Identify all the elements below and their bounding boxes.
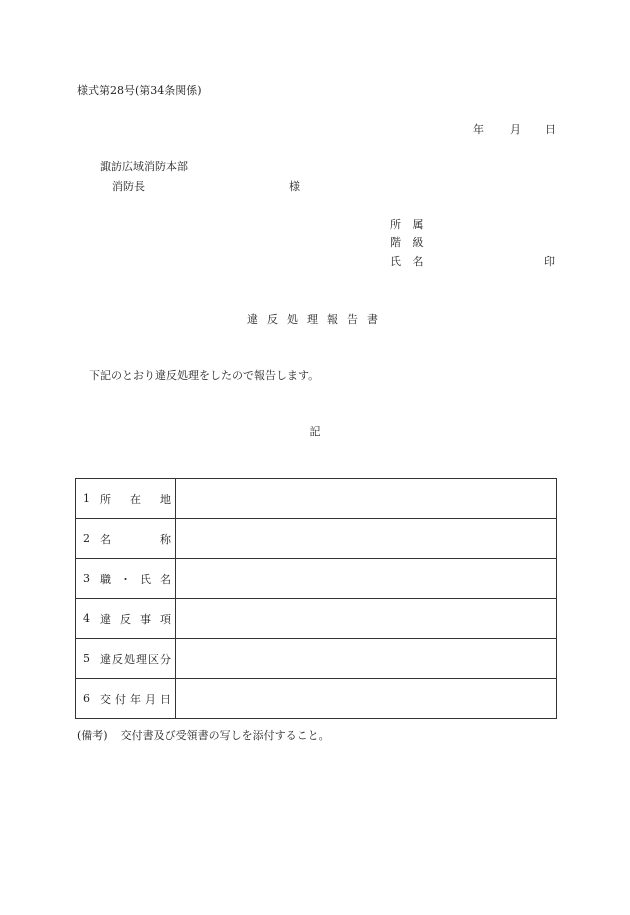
addressee-title: 消防長	[112, 180, 145, 193]
sender-affiliation-label: 所 属	[390, 218, 428, 231]
ki-heading: 記	[309, 425, 321, 438]
row-label-cell	[76, 679, 176, 719]
table-row	[76, 599, 557, 639]
date-month-label: 月	[510, 123, 521, 136]
row-value-location[interactable]	[176, 479, 557, 519]
row-label-position-name: 職・氏名	[100, 572, 171, 586]
row-label-location: 所在地	[100, 492, 171, 506]
addressee-honorific: 様	[289, 180, 300, 193]
row-number: 1	[83, 492, 90, 505]
row-label-issue-date: 交付年月日	[100, 692, 171, 706]
sender-rank-label: 階 級	[390, 236, 428, 249]
row-label-violation-items: 違反事項	[100, 612, 171, 626]
row-label-cell	[76, 559, 176, 599]
table-row	[76, 639, 557, 679]
row-label-cell	[76, 479, 176, 519]
row-number: 4	[83, 612, 90, 625]
addressee-organization: 諏訪広域消防本部	[100, 160, 188, 173]
date-year-label: 年	[473, 123, 484, 136]
report-table	[75, 478, 557, 719]
row-label-disposition-category: 違反処理区分	[100, 652, 171, 666]
intro-text: 下記のとおり違反処理をしたので報告します。	[89, 369, 320, 382]
date-day-label: 日	[545, 123, 556, 136]
remarks-heading: (備考)	[77, 729, 108, 742]
row-number: 3	[83, 572, 90, 585]
row-value-violation-items[interactable]	[176, 599, 557, 639]
seal-mark: 印	[544, 255, 555, 268]
remarks-text: 交付書及び受領書の写しを添付すること。	[120, 729, 330, 742]
remarks	[77, 729, 330, 743]
row-number: 6	[83, 692, 90, 705]
row-number: 5	[83, 652, 90, 665]
row-value-disposition-category[interactable]	[176, 639, 557, 679]
row-label-cell	[76, 519, 176, 559]
row-value-issue-date[interactable]	[176, 679, 557, 719]
table-row	[76, 559, 557, 599]
row-label-cell	[76, 639, 176, 679]
sender-name-label: 氏 名	[390, 255, 428, 268]
form-number: 様式第28号(第34条関係)	[77, 84, 202, 97]
table-row	[76, 679, 557, 719]
row-number: 2	[83, 532, 90, 545]
row-label-name: 名称	[100, 532, 171, 546]
row-value-name[interactable]	[176, 519, 557, 559]
table-row	[76, 519, 557, 559]
table-row	[76, 479, 557, 519]
row-label-cell	[76, 599, 176, 639]
row-value-position-name[interactable]	[176, 559, 557, 599]
document-title: 違反処理報告書	[247, 313, 387, 326]
